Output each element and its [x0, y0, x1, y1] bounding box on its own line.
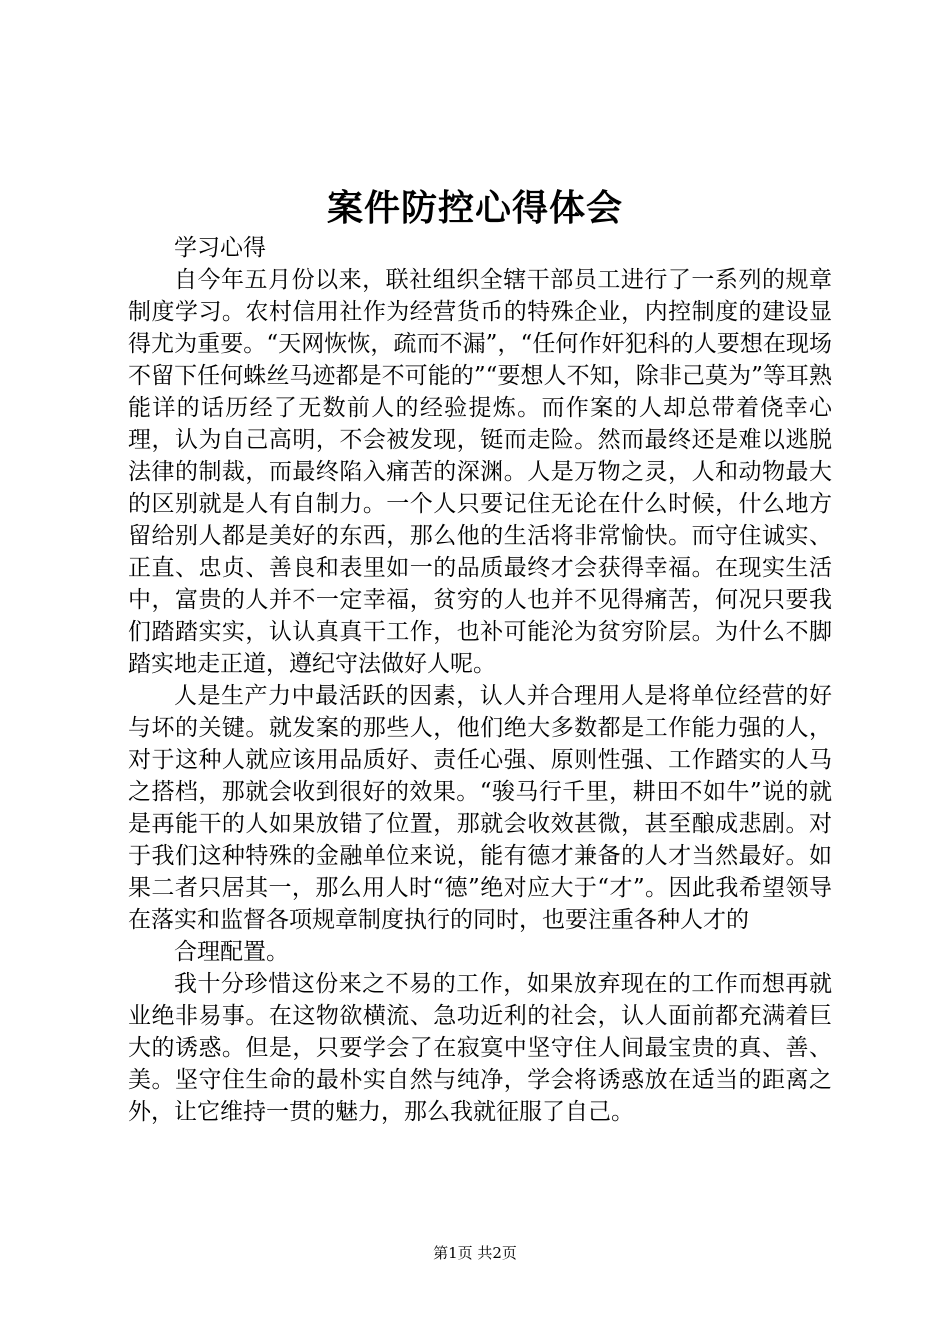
paragraph: 我十分珍惜这份来之不易的工作，如果放弃现在的工作而想再就业绝非易事。在这物欲横流、急功近利的社会，认人面前都充满着巨大的诱惑。但是，只要学会了在寂寞中坚守住人间最宝贵的真、善、美。坚守住生命的最朴实自然与纯净，学会将诱惑放在适当的距离之外，让它维持一贯的魅力，那么我就征服了自己。 [128, 971, 832, 1125]
paragraph: 合理配置。 [174, 939, 289, 965]
page-number-footer: 第1页 共2页 [433, 1244, 517, 1262]
document-title: 案件防控心得体会 [326, 187, 623, 229]
paragraph: 自今年五月份以来，联社组织全辖干部员工进行了一系列的规章制度学习。农村信用社作为经营货币的特殊企业，内控制度的建设显得尤为重要。“天网恢恢，疏而不漏”，“任何作奸犯科的人要想在现场不留下任何蛛丝马迹都是不可能的”“要想人不知，除非己莫为”等耳熟能详的话历经了无数前人的经验提炼。而作案的人却总带着侥幸心理，认为自己高明，不会被发现，铤而走险。然而最终还是难以逃脱法律的制裁，而最终陷入痛苦的深渊。人是万物之灵，人和动物最大的区别就是人有自制力。一个人只要记住无论在什么时候，什么地方留给别人都是美好的东西，那么他的生活将非常愉快。而守住诚实、正直、忠贞、善良和表里如一的品质最终才会获得幸福。在现实生活中，富贵的人并不一定幸福，贫穷的人也并不见得痛苦，何况只要我们踏踏实实，认认真真干工作，也补可能沦为贫穷阶层。为什么不脚踏实地走正道，遵纪守法做好人呢。 [128, 267, 832, 677]
paragraph-heading: 学习心得 [174, 235, 266, 261]
document-body [128, 232, 832, 1128]
paragraph: 人是生产力中最活跃的因素，认人并合理用人是将单位经营的好与坏的关键。就发案的那些人，他们绝大多数都是工作能力强的人，对于这种人就应该用品质好、责任心强、原则性强、工作踏实的人马之搭档，那就会收到很好的效果。“骏马行千里，耕田不如牛”说的就是再能干的人如果放错了位置，那就会收效甚微，甚至酿成悲剧。对于我们这种特殊的金融单位来说，能有德才兼备的人才当然最好。如果二者只居其一，那么用人时“德”绝对应大于“才”。因此我希望领导在落实和监督各项规章制度执行的同时，也要注重各种人才的 [128, 683, 832, 933]
